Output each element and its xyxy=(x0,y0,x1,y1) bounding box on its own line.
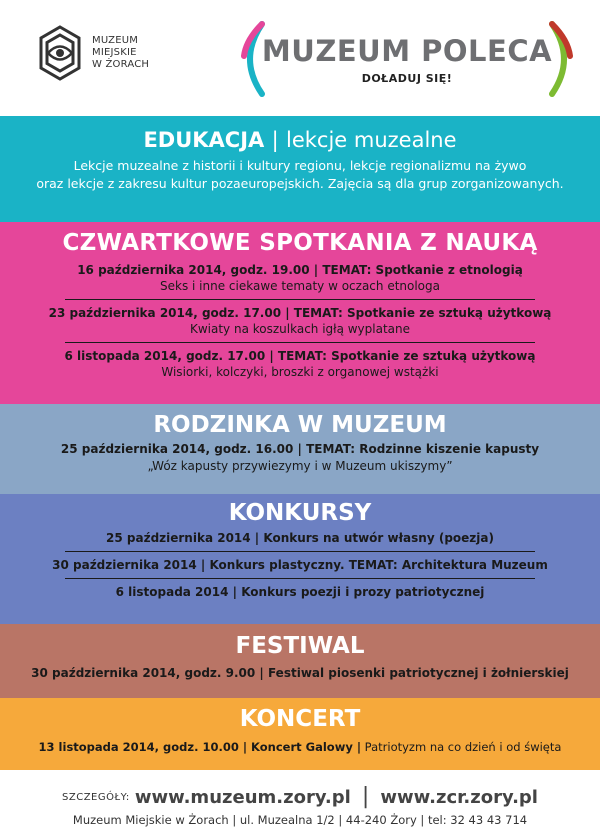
event-detail: Kwiaty na koszulkach igłą wyplatane xyxy=(189,322,411,336)
museum-emblem-icon xyxy=(36,24,84,82)
event-headline: 25 października 2014, godz. 16.00 | TEMAT: Rodzinne kiszenie kapusty xyxy=(60,442,540,456)
muzeum-poleca-badge xyxy=(232,20,582,98)
section-title: KONCERT xyxy=(239,706,361,732)
footer-links xyxy=(0,784,600,809)
section-festiwal xyxy=(0,624,600,698)
divider xyxy=(65,299,535,300)
event-headline: 25 października 2014 | Konkurs na utwór własny (poezja) xyxy=(106,531,494,545)
section-title: RODZINKA W MUZEUM xyxy=(153,412,447,438)
title-separator: | xyxy=(271,128,279,152)
event-headline: 23 października 2014, godz. 17.00 | TEMAT: Spotkanie ze sztuką użytkową xyxy=(48,306,552,320)
footer xyxy=(0,770,600,840)
section-czwartkowe-spotkania xyxy=(0,222,600,404)
divider xyxy=(65,551,535,552)
event-item xyxy=(0,530,600,546)
section-rodzinka xyxy=(0,404,600,494)
logo-line: MUZEUM xyxy=(92,35,139,46)
event-item xyxy=(0,305,600,337)
section-title: FESTIWAL xyxy=(235,633,365,659)
footer-separator: | xyxy=(361,784,370,809)
event-detail: Patriotyzm na co dzień i od święta xyxy=(364,740,562,754)
description-line: Lekcje muzealne z historii i kultury regionu, lekcje regionalizmu na żywo xyxy=(73,158,527,173)
event-item xyxy=(0,348,600,380)
event-headline: 30 października 2014, godz. 9.00 | Festiwal piosenki patriotycznej i żołnierskiej xyxy=(31,666,569,680)
divider xyxy=(65,578,535,579)
divider xyxy=(65,342,535,343)
event-item xyxy=(0,584,600,600)
logo-text xyxy=(92,35,149,71)
section-description xyxy=(0,157,600,193)
description-line: oraz lekcje z zakresu kultur pozaeuropejskich. Zajęcia są dla grup zorganizowanych. xyxy=(36,176,564,191)
header xyxy=(0,0,600,116)
event-headline: 30 października 2014 | Konkurs plastyczny. TEMAT: Architektura Muzeum xyxy=(52,558,548,572)
details-label: SZCZEGÓŁY: xyxy=(62,792,130,803)
section-koncert xyxy=(0,698,600,770)
section-title: KONKURSY xyxy=(228,500,372,526)
logo-line: W ŻORACH xyxy=(92,59,150,70)
museum-logo xyxy=(36,24,149,82)
event-item xyxy=(0,262,600,294)
title-bold: EDUKACJA xyxy=(143,128,265,152)
event-headline: 6 listopada 2014, godz. 17.00 | TEMAT: Spotkanie ze sztuką użytkową xyxy=(64,349,536,363)
event-item xyxy=(0,665,600,681)
page-subtitle: DOŁADUJ SIĘ! xyxy=(361,72,453,85)
museum-website-link[interactable]: www.muzeum.zory.pl xyxy=(134,787,351,808)
event-item xyxy=(0,441,600,475)
section-edukacja xyxy=(0,116,600,222)
section-title xyxy=(0,128,600,152)
event-item xyxy=(0,739,600,755)
event-detail: Seks i inne ciekawe tematy w oczach etnologa xyxy=(160,279,440,293)
event-headline: 13 listopada 2014, godz. 10.00 | Koncert Galowy | xyxy=(38,740,362,754)
event-headline: 16 października 2014, godz. 19.00 | TEMAT: Spotkanie z etnologią xyxy=(77,263,523,277)
event-detail: Wisiorki, kolczyki, broszki z organowej wstążki xyxy=(161,365,439,379)
page-title: MUZEUM POLECA xyxy=(261,34,553,68)
event-item xyxy=(0,557,600,573)
section-konkursy xyxy=(0,494,600,624)
footer-address: Muzeum Miejskie w Żorach | ul. Muzealna 1/2 | 44-240 Żory | tel: 32 43 43 714 xyxy=(72,813,528,827)
title-light: lekcje muzealne xyxy=(286,128,457,152)
section-title: CZWARTKOWE SPOTKANIA Z NAUKĄ xyxy=(62,230,538,256)
zcr-website-link[interactable]: www.zcr.zory.pl xyxy=(380,787,538,808)
logo-line: MIEJSKIE xyxy=(92,47,137,58)
event-detail: „Wóz kapusty przywiezymy i w Muzeum ukiszymy” xyxy=(147,459,453,473)
event-headline: 6 listopada 2014 | Konkurs poezji i prozy patriotycznej xyxy=(115,585,485,599)
